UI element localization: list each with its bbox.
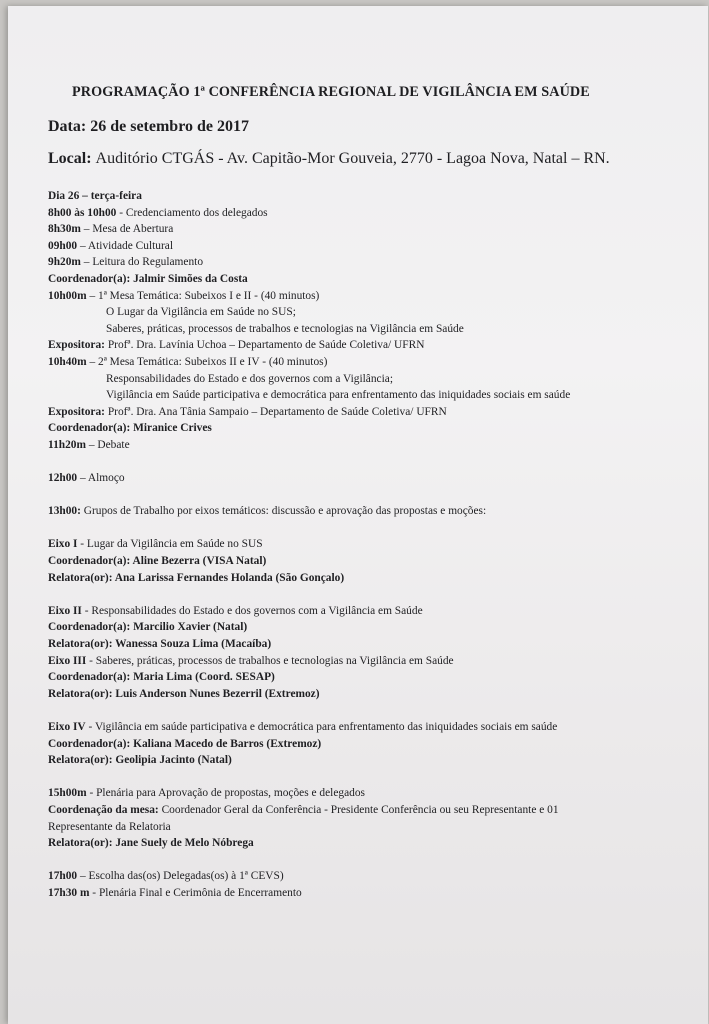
subtopic-line: O Lugar da Vigilância em Saúde no SUS; [106,306,296,319]
time: 09h00 [48,239,78,252]
speaker-line [48,337,688,354]
speaker-name: Profª. Dra. Lavínia Uchoa – Departamento de Saúde Coletiva/ UFRN [104,339,425,352]
spacer [48,454,688,471]
activity: – 1ª Mesa Temática: Subeixos I e II - (40 minutos) [86,289,320,302]
spacer [48,586,688,603]
axis-theme: - Saberes, práticas, processos de trabalhos e tecnologias na Vigilância em Saúde [86,654,454,667]
rapporteur-line [48,835,688,852]
axis-rapporteur: Relatora(or): Ana Larissa Fernandes Holanda (São Gonçalo) [48,571,345,584]
spacer [48,520,688,537]
schedule-day: Dia 26 – terça-feira [48,190,142,202]
location-value: Auditório CTGÁS - Av. Capitão-Mor Gouveia, 2770 - Lagoa Nova, Natal – RN. [95,150,610,167]
schedule-line [48,354,688,371]
schedule-body [48,188,688,902]
time: 17h00 [48,870,78,883]
schedule-line [48,885,688,902]
speaker-name: Profª. Dra. Ana Tânia Sampaio – Departamento de Saúde Coletiva/ UFRN [104,405,447,418]
date-line [48,118,249,136]
axis-line [48,536,688,553]
panel-coordination-text: Coordenador Geral da Conferência - Presidente Conferência ou seu Representante e 01 [158,803,559,816]
date-label: Data: [48,118,87,135]
axis-label: Eixo III [48,654,87,667]
axis-line [48,653,688,670]
axis-theme: - Vigilância em saúde participativa e democrática para enfrentamento das iniquidades sociais em saúde [85,721,558,733]
spacer [48,852,688,869]
axis-label: Eixo II [48,604,82,617]
rapporteur-name: Jane Suely de Melo Nóbrega [112,837,254,850]
axis-line [48,603,688,620]
activity: – Debate [85,438,130,451]
panel-coordination-cont: Representante da Relatoria [48,820,171,833]
activity: Grupos de Trabalho por eixos temáticos: discussão e aprovação das propostas e moções: [80,505,487,518]
time: 11h20m [48,438,86,451]
date-value: 26 de setembro de 2017 [90,118,250,135]
time: 10h40m [48,355,87,368]
location-label: Local: [48,150,92,167]
subtopic-line: Responsabilidades do Estado e dos governos com a Vigilância; [106,372,393,385]
schedule-line [48,868,688,885]
axis-label: Eixo IV [48,721,86,733]
axis-coordinator: Coordenador(a): Kaliana Macedo de Barros (Extremoz) [48,737,322,750]
schedule-line [48,470,688,487]
schedule-line [48,221,688,238]
activity: – Escolha das(os) Delegadas(os) à 1ª CEVS) [77,870,284,883]
time: 10h00m [48,289,87,302]
panel-coordination-label: Coordenação da mesa: [48,803,159,816]
activity: – Leitura do Regulamento [80,256,204,269]
schedule-line [48,254,688,271]
axis-label: Eixo I [48,538,78,551]
time: 8h00 às 10h00 [48,206,117,219]
time: 8h30m [48,223,81,236]
speaker-line [48,404,688,421]
axis-rapporteur: Relatora(or): Geolipia Jacinto (Natal) [48,754,232,767]
coordinator-line: Coordenador(a): Miranice Crives [48,422,212,435]
schedule-line [48,503,688,520]
activity: – Mesa de Abertura [80,223,174,236]
spacer [48,702,688,719]
time: 9h20m [48,256,81,269]
time: 13h00: [48,505,81,518]
axis-coordinator: Coordenador(a): Maria Lima (Coord. SESAP) [48,671,275,684]
schedule-line [48,785,688,802]
subtopic-line: Saberes, práticas, processos de trabalhos e tecnologias na Vigilância em Saúde [106,322,464,335]
activity: – Almoço [77,472,125,485]
time: 17h30 m [48,886,90,899]
activity: - Plenária Final e Cerimônia de Encerramento [89,886,302,899]
axis-line [48,719,688,736]
speaker-label: Expositora: [48,405,105,418]
spacer [48,769,688,786]
subtopic-line: Vigilância em Saúde participativa e democrática para enfrentamento das iniquidades sociais em saúde [106,389,571,402]
axis-theme: - Responsabilidades do Estado e dos governos com a Vigilância em Saúde [81,604,423,617]
coordinator-line: Coordenador(a): Jalmir Simões da Costa [48,272,248,285]
rapporteur-label: Relatora(or): [48,837,113,850]
spacer [48,487,688,504]
panel-coordination [48,802,688,819]
activity: - Credenciamento dos delegados [116,206,268,219]
axis-coordinator: Coordenador(a): Marcilio Xavier (Natal) [48,621,248,634]
document-title: PROGRAMAÇÃO 1ª CONFERÊNCIA REGIONAL DE VIGILÂNCIA EM SAÚDE [72,84,590,100]
activity: – 2ª Mesa Temática: Subeixos II e IV - (40 minutos) [86,355,328,368]
location-line [48,150,610,168]
time: 15h00m [48,787,87,800]
schedule-line [48,238,688,255]
activity: - Plenária para Aprovação de propostas, moções e delegados [86,787,365,800]
axis-coordinator: Coordenador(a): Aline Bezerra (VISA Natal) [48,555,267,568]
axis-rapporteur: Relatora(or): Wanessa Souza Lima (Macaíba) [48,638,272,651]
schedule-line [48,288,688,305]
time: 12h00 [48,472,78,485]
activity: – Atividade Cultural [77,239,173,252]
axis-theme: - Lugar da Vigilância em Saúde no SUS [77,538,263,551]
schedule-line [48,437,688,454]
speaker-label: Expositora: [48,339,105,352]
schedule-line [48,205,688,222]
axis-rapporteur: Relatora(or): Luis Anderson Nunes Bezerril (Extremoz) [48,687,320,700]
